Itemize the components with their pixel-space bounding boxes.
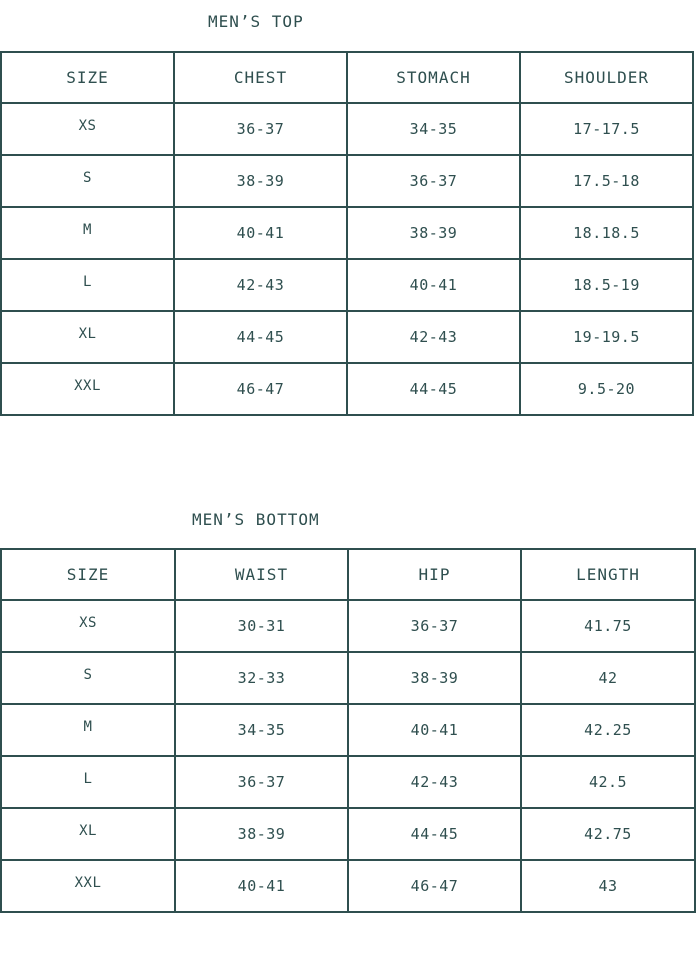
chest-cell: 42-43 [174, 259, 347, 311]
header-row [1, 52, 693, 103]
size-cell: L [1, 756, 175, 808]
length-cell: 42.5 [521, 756, 695, 808]
header-waist: WAIST [175, 549, 348, 600]
header-shoulder: SHOULDER [520, 52, 693, 103]
mens-top-title: MEN’S TOP [208, 12, 304, 31]
stomach-cell: 42-43 [347, 311, 520, 363]
stomach-cell: 40-41 [347, 259, 520, 311]
hip-cell: 38-39 [348, 652, 521, 704]
waist-cell: 36-37 [175, 756, 348, 808]
chest-cell: 40-41 [174, 207, 347, 259]
size-cell: XXL [1, 363, 174, 415]
waist-cell: 34-35 [175, 704, 348, 756]
table-row [1, 600, 695, 652]
chest-cell: 44-45 [174, 311, 347, 363]
hip-cell: 44-45 [348, 808, 521, 860]
table-row [1, 311, 693, 363]
size-cell: M [1, 207, 174, 259]
waist-cell: 30-31 [175, 600, 348, 652]
size-cell: M [1, 704, 175, 756]
chest-cell: 46-47 [174, 363, 347, 415]
length-cell: 42.75 [521, 808, 695, 860]
table-row [1, 155, 693, 207]
size-cell: XL [1, 311, 174, 363]
table-row [1, 860, 695, 912]
length-cell: 42.25 [521, 704, 695, 756]
shoulder-cell: 9.5-20 [520, 363, 693, 415]
shoulder-cell: 18.18.5 [520, 207, 693, 259]
size-cell: XS [1, 103, 174, 155]
shoulder-cell: 17.5-18 [520, 155, 693, 207]
size-cell: XXL [1, 860, 175, 912]
waist-cell: 32-33 [175, 652, 348, 704]
hip-cell: 46-47 [348, 860, 521, 912]
hip-cell: 40-41 [348, 704, 521, 756]
hip-cell: 42-43 [348, 756, 521, 808]
waist-cell: 38-39 [175, 808, 348, 860]
header-size: SIZE [1, 52, 174, 103]
size-cell: S [1, 652, 175, 704]
table-row [1, 259, 693, 311]
stomach-cell: 34-35 [347, 103, 520, 155]
stomach-cell: 36-37 [347, 155, 520, 207]
size-cell: L [1, 259, 174, 311]
table-row [1, 808, 695, 860]
header-stomach: STOMACH [347, 52, 520, 103]
table-row [1, 103, 693, 155]
shoulder-cell: 18.5-19 [520, 259, 693, 311]
stomach-cell: 44-45 [347, 363, 520, 415]
table-row [1, 652, 695, 704]
chest-cell: 36-37 [174, 103, 347, 155]
shoulder-cell: 17-17.5 [520, 103, 693, 155]
table-row [1, 207, 693, 259]
table-row [1, 704, 695, 756]
size-cell: S [1, 155, 174, 207]
hip-cell: 36-37 [348, 600, 521, 652]
mens-top-size-table [0, 51, 694, 416]
table-row [1, 756, 695, 808]
mens-bottom-title: MEN’S BOTTOM [192, 510, 320, 529]
waist-cell: 40-41 [175, 860, 348, 912]
header-hip: HIP [348, 549, 521, 600]
size-cell: XS [1, 600, 175, 652]
length-cell: 41.75 [521, 600, 695, 652]
stomach-cell: 38-39 [347, 207, 520, 259]
header-length: LENGTH [521, 549, 695, 600]
header-size: SIZE [1, 549, 175, 600]
length-cell: 43 [521, 860, 695, 912]
chest-cell: 38-39 [174, 155, 347, 207]
table-row [1, 363, 693, 415]
header-chest: CHEST [174, 52, 347, 103]
mens-bottom-size-table [0, 548, 696, 913]
header-row [1, 549, 695, 600]
shoulder-cell: 19-19.5 [520, 311, 693, 363]
size-cell: XL [1, 808, 175, 860]
length-cell: 42 [521, 652, 695, 704]
